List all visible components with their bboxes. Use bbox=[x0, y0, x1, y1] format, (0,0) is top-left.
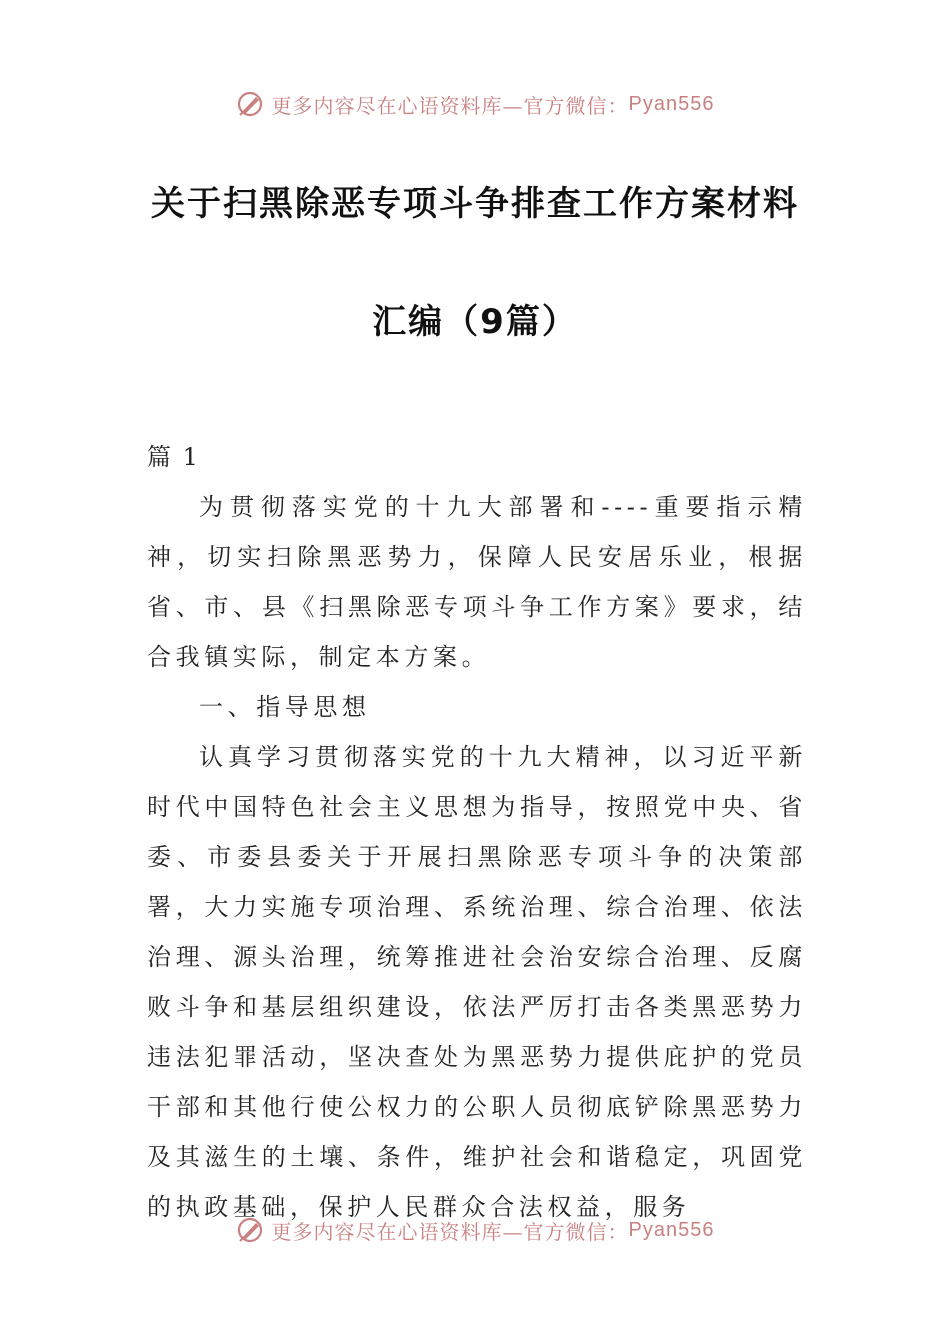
paragraph-guiding-ideology: 认真学习贯彻落实党的十九大精神，以习近平新时代中国特色社会主义思想为指导，按照党中央、省委、市委县委关于开展扫黑除恶专项斗争的决策部署，大力实施专项治理、系统治理、综合治理、依法治理、源头治理，统筹推进社会治安综合治理、反腐败斗争和基层组织建设，依法严厉打击各类黑恶势力违法犯罪活动，坚决查处为黑恶势力提供庇护的党员干部和其他行使公权力的公职人员彻底铲除黑恶势力及其滋生的土壤、条件，维护社会和谐稳定，巩固党的执政基础，保护人民群众合法权益，服务 bbox=[147, 743, 807, 1221]
heading-guiding-ideology: 一、指导思想 bbox=[199, 693, 371, 721]
paragraph-intro: 为贯彻落实党的十九大部署和----重要指示精神，切实扫除黑恶势力，保障人民安居乐业，根据省、市、县《扫黑除恶专项斗争工作方案》要求，结合我镇实际，制定本方案。 bbox=[147, 493, 807, 671]
pen-logo-icon bbox=[236, 1216, 264, 1244]
watermark-wechat-id: Pyan556 bbox=[628, 1218, 715, 1241]
document-title-line-1: 关于扫黑除恶专项斗争排查工作方案材料 bbox=[151, 184, 799, 224]
watermark-text: 更多内容尽在心语资料库—官方微信： bbox=[271, 93, 629, 118]
footer-watermark bbox=[0, 1210, 950, 1250]
document-body bbox=[147, 432, 807, 1232]
watermark-text: 更多内容尽在心语资料库—官方微信： bbox=[271, 1219, 629, 1244]
header-watermark bbox=[0, 84, 950, 124]
document-title-line-2: 汇编（9篇） bbox=[372, 302, 578, 342]
pen-logo-icon bbox=[236, 90, 264, 118]
section-label: 篇 1 bbox=[147, 443, 200, 471]
watermark-wechat-id: Pyan556 bbox=[628, 92, 715, 115]
